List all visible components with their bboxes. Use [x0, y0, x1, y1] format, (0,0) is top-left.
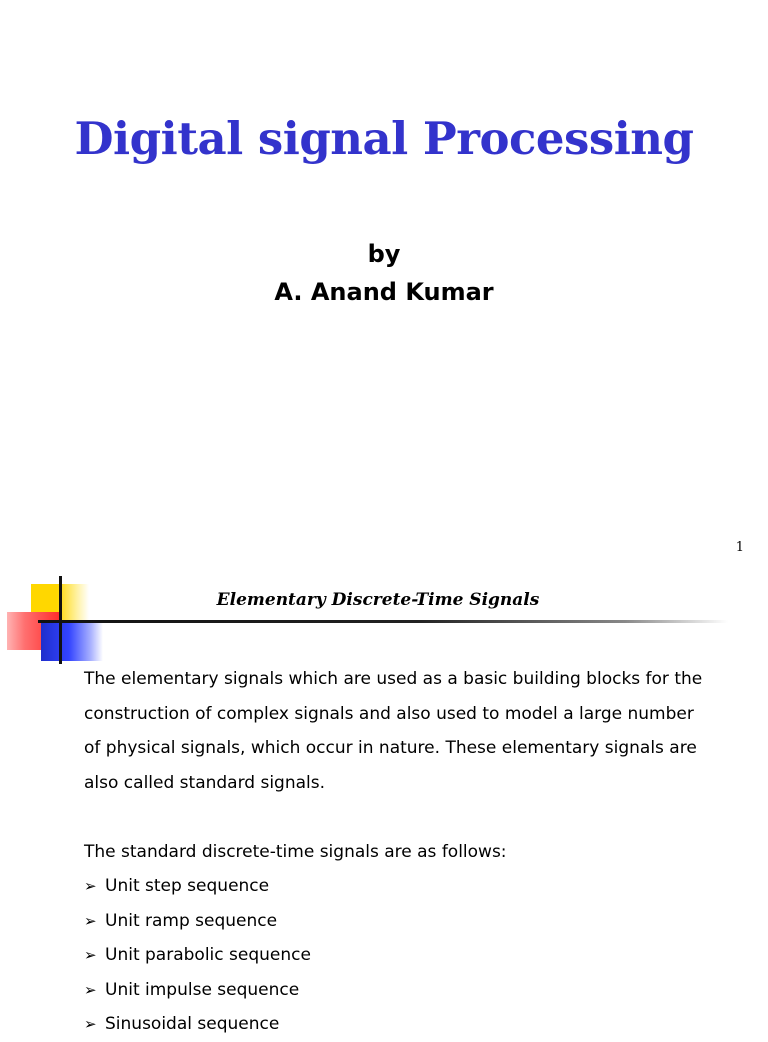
intro-paragraph: The elementary signals which are used as a basic building blocks for the construction of complex signals and also used to model a large number of physical signals, which occur in nature. These elementary signals are also called standard signals. — [84, 669, 703, 793]
slide-title: Digital signal Processing — [74, 112, 694, 165]
list-item — [84, 869, 704, 904]
byline-label: by — [367, 240, 401, 268]
author-name: A. Anand Kumar — [274, 278, 494, 306]
arrow-bullet-icon: ➢ — [84, 877, 97, 895]
decorative-blue-square — [41, 621, 103, 661]
page-number: 1 — [735, 540, 744, 555]
list-item-label: Unit ramp sequence — [105, 910, 278, 931]
arrow-bullet-icon: ➢ — [84, 911, 97, 930]
slide-body — [84, 662, 704, 1042]
list-item — [84, 938, 704, 973]
slide-title: Elementary Discrete-Time Signals — [216, 590, 540, 610]
list-item — [84, 973, 704, 1008]
arrow-bullet-icon: ➢ — [84, 946, 97, 964]
list-item-label: Unit parabolic sequence — [105, 945, 311, 965]
slide-2 — [0, 570, 768, 1034]
list-item — [84, 1007, 704, 1042]
arrow-bullet-icon: ➢ — [84, 1015, 97, 1033]
title-underline-rule — [38, 620, 728, 623]
list-item-label: Unit impulse sequence — [105, 979, 300, 1000]
list-item-label: Unit step sequence — [105, 876, 270, 896]
signal-list — [84, 869, 704, 1042]
list-intro: The standard discrete-time signals are as follows: — [84, 841, 507, 862]
arrow-bullet-icon: ➢ — [84, 980, 97, 999]
list-item-label: Sinusoidal sequence — [105, 1014, 280, 1034]
list-item — [84, 904, 704, 939]
